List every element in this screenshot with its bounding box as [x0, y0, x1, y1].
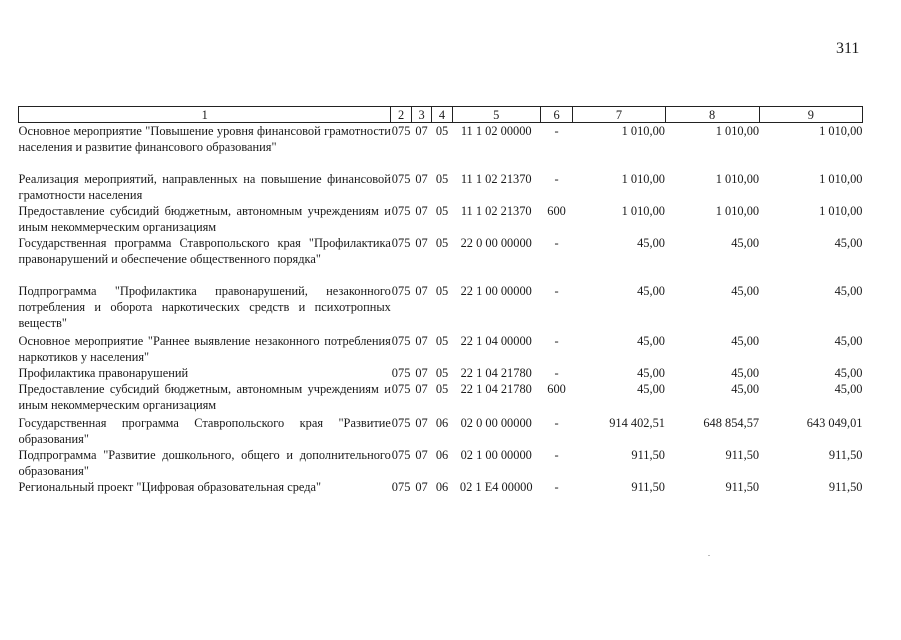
cell-code: 075: [391, 284, 411, 298]
row-name: Основное мероприятие "Раннее выявление незаконного потребления наркотиков у населения": [18, 334, 391, 364]
cell-section: 07: [415, 236, 428, 250]
cell-code: 075: [391, 366, 411, 380]
cell-expense-type: -: [554, 366, 559, 380]
page-number: 311: [836, 40, 860, 57]
table-row: [19, 283, 863, 333]
cell-section: 07: [415, 172, 428, 186]
cell-expense-type: -: [554, 334, 559, 348]
cell-expense-type: -: [554, 124, 559, 138]
cell-amount-8: 911,50: [725, 480, 760, 494]
table-row: [19, 333, 863, 365]
cell-amount-8: 648 854,57: [703, 416, 760, 430]
cell-section: 07: [415, 416, 428, 430]
cell-amount-8: 1 010,00: [715, 172, 760, 186]
row-name: Подпрограмма "Развитие дошкольного, общего и дополнительного образования": [18, 448, 391, 478]
cell-subsection: 05: [435, 366, 449, 380]
table-row: [19, 381, 863, 415]
cell-subsection: 05: [435, 204, 449, 218]
cell-target: 11 1 02 00000: [460, 124, 532, 138]
row-name: Профилактика правонарушений: [18, 366, 189, 380]
cell-code: 075: [391, 480, 411, 494]
cell-amount-8: 45,00: [731, 366, 760, 380]
cell-section: 07: [415, 334, 428, 348]
cell-target: 22 1 04 21780: [460, 366, 532, 380]
scan-speck: [708, 555, 710, 556]
cell-subsection: 05: [435, 236, 449, 250]
cell-expense-type: 600: [547, 382, 566, 396]
cell-target: 02 0 00 00000: [460, 416, 532, 430]
cell-amount-9: 45,00: [834, 366, 863, 380]
cell-subsection: 05: [435, 172, 449, 186]
cell-subsection: 06: [435, 416, 449, 430]
row-name: Основное мероприятие "Повышение уровня финансовой грамотности населения и развитие финансового образования": [18, 124, 391, 154]
cell-amount-9: 911,50: [828, 448, 863, 462]
cell-expense-type: -: [554, 416, 559, 430]
cell-expense-type: -: [554, 236, 559, 250]
cell-amount-9: 1 010,00: [819, 124, 863, 138]
header-cell: 8: [665, 107, 759, 123]
cell-code: 075: [391, 448, 411, 462]
cell-expense-type: -: [554, 172, 559, 186]
header-cell: 7: [573, 107, 665, 123]
row-name: Реализация мероприятий, направленных на повышение финансовой грамотности населения: [18, 172, 391, 202]
cell-amount-8: 1 010,00: [715, 124, 760, 138]
cell-section: 07: [415, 448, 428, 462]
cell-subsection: 05: [435, 124, 449, 138]
header-cell: 9: [759, 107, 862, 123]
row-name: Государственная программа Ставропольского края "Развитие образования": [18, 416, 391, 446]
cell-target: 22 1 04 21780: [460, 382, 532, 396]
header-cell: 2: [391, 107, 411, 123]
header-cell: 1: [19, 107, 391, 123]
header-cell: 4: [432, 107, 452, 123]
row-name: Подпрограмма "Профилактика правонарушений, незаконного потребления и оборота наркотических средств и психотропных веществ": [18, 284, 391, 330]
cell-amount-7: 1 010,00: [621, 124, 665, 138]
cell-amount-8: 911,50: [725, 448, 760, 462]
cell-amount-7: 914 402,51: [609, 416, 665, 430]
header-row: [19, 107, 863, 123]
cell-target: 22 1 04 00000: [460, 334, 532, 348]
row-name: Предоставление субсидий бюджетным, автономным учреждениям и иным некоммерческим организациям: [18, 204, 391, 234]
cell-code: 075: [391, 124, 411, 138]
table-row: [19, 235, 863, 283]
cell-amount-9: 45,00: [834, 236, 863, 250]
table-row: [19, 123, 863, 172]
cell-target: 11 1 02 21370: [460, 172, 532, 186]
cell-amount-9: 911,50: [828, 480, 863, 494]
cell-section: 07: [415, 382, 428, 396]
cell-target: 11 1 02 21370: [460, 204, 532, 218]
cell-subsection: 06: [435, 480, 449, 494]
cell-code: 075: [391, 416, 411, 430]
cell-code: 075: [391, 236, 411, 250]
cell-amount-9: 45,00: [834, 382, 863, 396]
cell-code: 075: [391, 382, 411, 396]
cell-expense-type: -: [554, 284, 559, 298]
cell-amount-7: 1 010,00: [621, 204, 665, 218]
cell-amount-7: 911,50: [631, 448, 665, 462]
cell-section: 07: [415, 284, 428, 298]
cell-amount-8: 45,00: [731, 236, 760, 250]
cell-target: 02 1 E4 00000: [459, 480, 533, 494]
cell-amount-7: 1 010,00: [621, 172, 665, 186]
header-cell: 5: [452, 107, 540, 123]
cell-amount-9: 45,00: [834, 284, 863, 298]
cell-amount-7: 45,00: [637, 236, 665, 250]
cell-amount-9: 1 010,00: [819, 172, 863, 186]
cell-section: 07: [415, 480, 428, 494]
table-row: [19, 171, 863, 203]
cell-amount-7: 45,00: [637, 334, 665, 348]
cell-amount-8: 45,00: [731, 334, 760, 348]
cell-target: 22 1 00 00000: [460, 284, 532, 298]
cell-target: 02 1 00 00000: [460, 448, 532, 462]
table-row: [19, 203, 863, 235]
table-row: [19, 415, 863, 447]
table-row: [19, 447, 863, 479]
cell-section: 07: [415, 124, 428, 138]
cell-subsection: 06: [435, 448, 449, 462]
cell-expense-type: -: [554, 480, 559, 494]
cell-amount-7: 911,50: [631, 480, 665, 494]
cell-amount-9: 643 049,01: [806, 416, 863, 430]
cell-target: 22 0 00 00000: [460, 236, 532, 250]
cell-section: 07: [415, 366, 428, 380]
cell-amount-7: 45,00: [637, 366, 665, 380]
cell-amount-8: 45,00: [731, 382, 760, 396]
cell-subsection: 05: [435, 334, 449, 348]
cell-expense-type: 600: [547, 204, 566, 218]
cell-amount-7: 45,00: [637, 284, 665, 298]
cell-subsection: 05: [435, 284, 449, 298]
cell-amount-8: 45,00: [731, 284, 760, 298]
table-row: [19, 479, 863, 497]
cell-subsection: 05: [435, 382, 449, 396]
row-name: Региональный проект "Цифровая образовательная среда": [18, 480, 322, 494]
cell-amount-9: 45,00: [834, 334, 863, 348]
cell-section: 07: [415, 204, 428, 218]
cell-code: 075: [391, 204, 411, 218]
cell-amount-7: 45,00: [637, 382, 665, 396]
header-cell: 6: [540, 107, 573, 123]
cell-expense-type: -: [554, 448, 559, 462]
cell-amount-9: 1 010,00: [819, 204, 863, 218]
table-row: [19, 365, 863, 381]
cell-code: 075: [391, 334, 411, 348]
cell-amount-8: 1 010,00: [715, 204, 760, 218]
row-name: Государственная программа Ставропольского края "Профилактика правонарушений и обеспечение общественного порядка": [18, 236, 391, 266]
cell-code: 075: [391, 172, 411, 186]
budget-table: [18, 106, 863, 497]
row-name: Предоставление субсидий бюджетным, автономным учреждениям и иным некоммерческим организациям: [18, 382, 391, 412]
header-cell: 3: [411, 107, 431, 123]
